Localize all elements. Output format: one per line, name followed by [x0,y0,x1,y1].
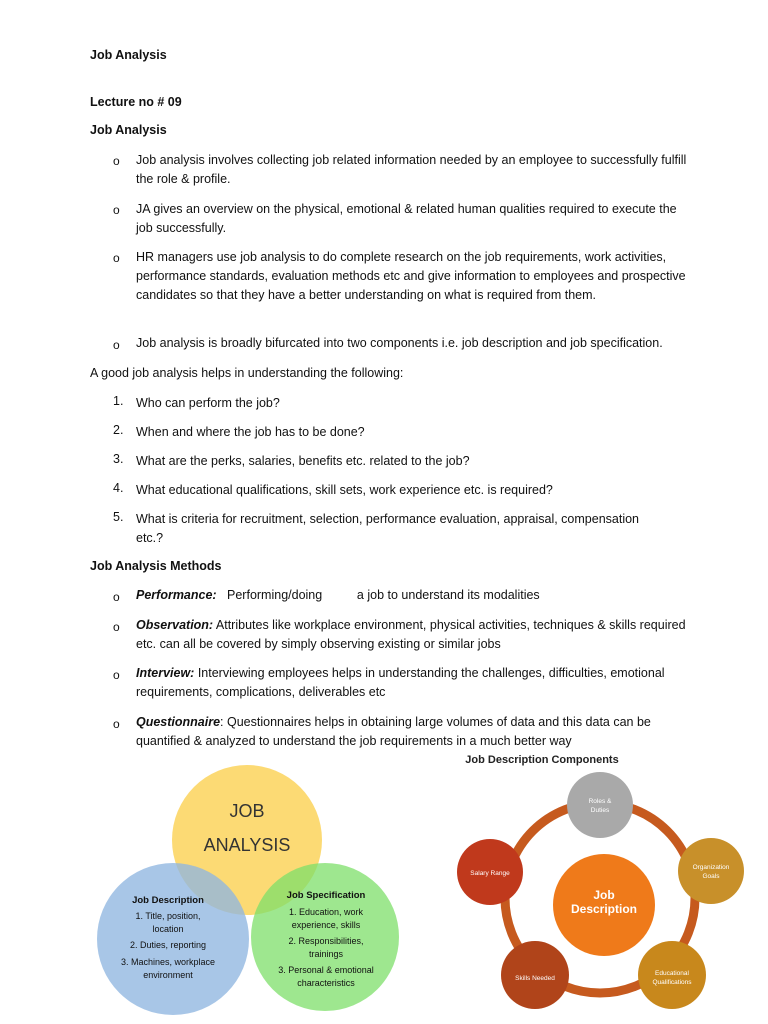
numbered-item: What is criteria for recruitment, selection, performance evaluation, appraisal, compensation etc.? [136,512,640,546]
method-questionnaire [136,713,696,751]
list-number: 4. [113,481,124,495]
method-interview [136,664,696,702]
numbered-item: Who can perform the job? [136,396,280,410]
list-number: 5. [113,510,124,524]
section-heading-job-analysis: Job Analysis [90,123,167,137]
cycle-node-label: Goals [702,873,720,880]
list-item: Job analysis involves collecting job related information needed by an employee to successfully fulfill the role & profile. [136,153,687,187]
cycle-node-label: Skills Needed [515,975,555,982]
list-item: HR managers use job analysis to do complete research on the job requirements, work activities, performance standards, evaluation methods etc and give information to employees and prospective candidates so that they have a better understanding on what is required from them. [136,250,686,303]
venn-left-item: environment [143,970,193,980]
bullet-marker: o [113,668,120,682]
method-term: Questionnaire [136,715,221,729]
cycle-node-label: Qualifications [652,979,692,986]
bullet-marker: o [113,154,120,168]
intro-paragraph: A good job analysis helps in understanding the following: [90,366,404,380]
venn-right-item: characteristics [297,978,355,988]
bullet-marker: o [113,590,120,604]
bullet-marker: o [113,203,120,217]
venn-right-item: 1. Education, work [288,907,364,917]
list-number: 1. [113,394,124,408]
bullet-marker: o [113,338,120,352]
venn-top-label: ANALYSIS [203,835,291,855]
section-heading-methods: Job Analysis Methods [90,559,222,573]
venn-right-item: experience, skills [291,920,361,930]
venn-left-item: 3. Machines, workplace [120,957,216,967]
cycle-node-label: Roles & [588,798,612,805]
venn-top-label: JOB [229,801,265,821]
venn-right-title: Job Specification [286,890,366,901]
cycle-node-organization [678,838,744,904]
method-text: : Questionnaires helps in obtaining large volumes of data and this data can be quantified & analyzed to understand the job requirements in a much better way [136,715,651,749]
bullet-marker: o [113,251,120,265]
method-text: Attributes like workplace environment, physical activities, techniques & skills required etc. can all be covered by simply observing existing or similar jobs [136,618,686,652]
method-term: Observation: [136,618,214,632]
venn-left-item: 2. Duties, reporting [129,940,207,950]
list-number: 2. [113,423,124,437]
document-title: Job Analysis [90,48,167,62]
venn-right-item: trainings [308,949,344,959]
numbered-item: What educational qualifications, skill sets, work experience etc. is required? [136,483,553,497]
method-term: Interview: [136,666,195,680]
method-term: Performance: [136,588,217,602]
bullet-marker: o [113,620,120,634]
numbered-item: What are the perks, salaries, benefits etc. related to the job? [136,454,470,468]
cycle-title: Job Description Components [465,754,619,766]
numbered-item: When and where the job has to be done? [136,425,365,439]
venn-left-title: Job Description [132,895,204,906]
method-text: Performing/doing a job to understand its modalities [227,588,540,602]
cycle-node-label: Organization [692,864,730,871]
venn-circle-job-description [97,863,249,1015]
list-item: JA gives an overview on the physical, emotional & related human qualities required to execute the job successfully. [136,202,677,236]
method-performance [136,586,696,605]
cycle-node-label: Duties [590,807,610,814]
cycle-center-label: Description [570,902,638,916]
cycle-node-label: Educational [655,970,689,977]
cycle-node-label: Salary Range [470,870,510,877]
job-analysis-venn-diagram [90,758,410,1020]
venn-right-item: 3. Personal & emotional [278,965,374,975]
venn-left-item: location [152,924,184,934]
method-text: Interviewing employees helps in understanding the challenges, difficulties, emotional requirements, complications, deliverables etc [136,666,665,700]
lecture-number: Lecture no # 09 [90,95,182,109]
method-observation [136,616,696,654]
list-number: 3. [113,452,124,466]
job-description-components-diagram [450,748,760,1020]
venn-right-item: 2. Responsibilities, [288,936,364,946]
venn-left-item: 1. Title, position, [135,911,201,921]
list-item: Job analysis is broadly bifurcated into two components i.e. job description and job specification. [136,336,663,350]
cycle-center-label: Job [593,888,615,902]
cycle-node-roles [567,772,633,838]
bullet-marker: o [113,717,120,731]
